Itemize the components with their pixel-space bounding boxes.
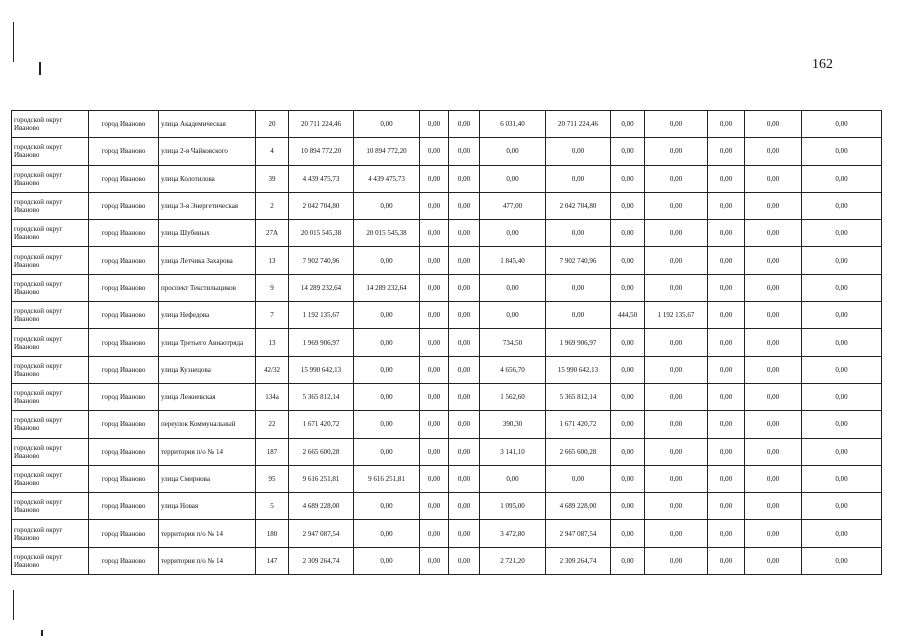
- value-cell-10: 0,00: [745, 411, 802, 438]
- value-cell-10: 0,00: [745, 383, 802, 410]
- table-row: [12, 493, 882, 520]
- value-cell-8: 0,00: [645, 165, 708, 192]
- table-row: [12, 220, 882, 247]
- value-cell-5: 477,00: [480, 192, 546, 219]
- value-cell-5: 6 031,40: [480, 111, 546, 138]
- value-cell-3: 0,00: [420, 547, 449, 574]
- value-cell-3: 0,00: [420, 302, 449, 329]
- value-cell-2: 9 616 251,81: [354, 465, 420, 492]
- value-cell-3: 0,00: [420, 165, 449, 192]
- value-cell-6: 0,00: [546, 274, 611, 301]
- municipality-cell: городской округ Иваново: [12, 329, 89, 356]
- value-cell-11: 0,00: [802, 411, 882, 438]
- value-cell-7: 0,00: [611, 383, 645, 410]
- value-cell-11: 0,00: [802, 192, 882, 219]
- value-cell-9: 0,00: [708, 383, 745, 410]
- scan-mark: [13, 590, 14, 620]
- value-cell-9: 0,00: [708, 520, 745, 547]
- value-cell-6: 4 689 228,00: [546, 493, 611, 520]
- value-cell-10: 0,00: [745, 111, 802, 138]
- municipality-cell: городской округ Иваново: [12, 111, 89, 138]
- house-number-cell: 39: [256, 165, 289, 192]
- value-cell-10: 0,00: [745, 493, 802, 520]
- value-cell-3: 0,00: [420, 274, 449, 301]
- value-cell-9: 0,00: [708, 138, 745, 165]
- value-cell-11: 0,00: [802, 465, 882, 492]
- municipality-cell: городской округ Иваново: [12, 547, 89, 574]
- table-row: [12, 329, 882, 356]
- value-cell-2: 0,00: [354, 356, 420, 383]
- value-cell-1: 1 671 420,72: [289, 411, 354, 438]
- value-cell-5: 0,00: [480, 302, 546, 329]
- value-cell-2: 0,00: [354, 383, 420, 410]
- value-cell-3: 0,00: [420, 111, 449, 138]
- value-cell-2: 0,00: [354, 547, 420, 574]
- value-cell-1: 2 947 087,54: [289, 520, 354, 547]
- table-row: [12, 138, 882, 165]
- value-cell-8: 0,00: [645, 192, 708, 219]
- value-cell-9: 0,00: [708, 247, 745, 274]
- value-cell-7: 0,00: [611, 192, 645, 219]
- table-row: [12, 465, 882, 492]
- value-cell-9: 0,00: [708, 165, 745, 192]
- value-cell-5: 734,50: [480, 329, 546, 356]
- street-cell: улица Колотилова: [159, 165, 256, 192]
- house-number-cell: 13: [256, 247, 289, 274]
- value-cell-2: 0,00: [354, 438, 420, 465]
- value-cell-1: 1 192 135,67: [289, 302, 354, 329]
- city-cell: город Иваново: [89, 165, 159, 192]
- value-cell-6: 1 671 420,72: [546, 411, 611, 438]
- value-cell-5: 0,00: [480, 138, 546, 165]
- value-cell-4: 0,00: [449, 302, 480, 329]
- city-cell: город Иваново: [89, 438, 159, 465]
- street-cell: улица Шубиных: [159, 220, 256, 247]
- street-cell: улица 2-я Чайковского: [159, 138, 256, 165]
- value-cell-11: 0,00: [802, 302, 882, 329]
- street-cell: улица Новая: [159, 493, 256, 520]
- municipality-cell: городской округ Иваново: [12, 138, 89, 165]
- value-cell-9: 0,00: [708, 220, 745, 247]
- house-number-cell: 27А: [256, 220, 289, 247]
- value-cell-2: 0,00: [354, 329, 420, 356]
- value-cell-8: 0,00: [645, 438, 708, 465]
- value-cell-7: 0,00: [611, 274, 645, 301]
- value-cell-7: 0,00: [611, 493, 645, 520]
- value-cell-5: 4 656,70: [480, 356, 546, 383]
- value-cell-1: 20 015 545,38: [289, 220, 354, 247]
- street-cell: территория п/о № 14: [159, 547, 256, 574]
- value-cell-2: 0,00: [354, 520, 420, 547]
- value-cell-4: 0,00: [449, 465, 480, 492]
- value-cell-8: 0,00: [645, 247, 708, 274]
- value-cell-5: 0,00: [480, 165, 546, 192]
- value-cell-9: 0,00: [708, 438, 745, 465]
- value-cell-4: 0,00: [449, 438, 480, 465]
- value-cell-1: 14 289 232,64: [289, 274, 354, 301]
- value-cell-6: 0,00: [546, 220, 611, 247]
- value-cell-1: 20 711 224,46: [289, 111, 354, 138]
- house-number-cell: 134а: [256, 383, 289, 410]
- value-cell-9: 0,00: [708, 465, 745, 492]
- value-cell-7: 0,00: [611, 547, 645, 574]
- value-cell-4: 0,00: [449, 411, 480, 438]
- table-row: [12, 247, 882, 274]
- value-cell-1: 2 309 264,74: [289, 547, 354, 574]
- value-cell-4: 0,00: [449, 493, 480, 520]
- house-number-cell: 180: [256, 520, 289, 547]
- value-cell-6: 1 969 906,97: [546, 329, 611, 356]
- city-cell: город Иваново: [89, 329, 159, 356]
- house-number-cell: 20: [256, 111, 289, 138]
- value-cell-8: 0,00: [645, 329, 708, 356]
- value-cell-8: 0,00: [645, 465, 708, 492]
- value-cell-6: 2 665 600,28: [546, 438, 611, 465]
- street-cell: улица Смирнова: [159, 465, 256, 492]
- street-cell: территория п/о № 14: [159, 520, 256, 547]
- value-cell-2: 0,00: [354, 192, 420, 219]
- value-cell-6: 0,00: [546, 302, 611, 329]
- value-cell-8: 0,00: [645, 383, 708, 410]
- value-cell-3: 0,00: [420, 465, 449, 492]
- value-cell-10: 0,00: [745, 520, 802, 547]
- municipality-cell: городской округ Иваново: [12, 520, 89, 547]
- value-cell-1: 2 665 600,28: [289, 438, 354, 465]
- value-cell-8: 0,00: [645, 138, 708, 165]
- value-cell-2: 0,00: [354, 111, 420, 138]
- value-cell-6: 2 947 087,54: [546, 520, 611, 547]
- city-cell: город Иваново: [89, 247, 159, 274]
- city-cell: город Иваново: [89, 493, 159, 520]
- value-cell-9: 0,00: [708, 411, 745, 438]
- value-cell-1: 1 969 906,97: [289, 329, 354, 356]
- house-number-cell: 22: [256, 411, 289, 438]
- value-cell-6: 2 309 264,74: [546, 547, 611, 574]
- house-number-cell: 42/32: [256, 356, 289, 383]
- value-cell-11: 0,00: [802, 329, 882, 356]
- value-cell-6: 5 365 812,14: [546, 383, 611, 410]
- value-cell-7: 0,00: [611, 220, 645, 247]
- value-cell-5: 390,30: [480, 411, 546, 438]
- house-number-cell: 5: [256, 493, 289, 520]
- value-cell-7: 0,00: [611, 111, 645, 138]
- page-number: 162: [812, 57, 833, 72]
- value-cell-9: 0,00: [708, 302, 745, 329]
- value-cell-3: 0,00: [420, 493, 449, 520]
- value-cell-1: 9 616 251,81: [289, 465, 354, 492]
- value-cell-4: 0,00: [449, 274, 480, 301]
- value-cell-2: 4 439 475,73: [354, 165, 420, 192]
- address-register-table: [11, 110, 882, 575]
- city-cell: город Иваново: [89, 356, 159, 383]
- value-cell-6: 0,00: [546, 165, 611, 192]
- street-cell: улица Летчика Захарова: [159, 247, 256, 274]
- value-cell-9: 0,00: [708, 547, 745, 574]
- city-cell: город Иваново: [89, 547, 159, 574]
- table-row: [12, 383, 882, 410]
- city-cell: город Иваново: [89, 111, 159, 138]
- city-cell: город Иваново: [89, 138, 159, 165]
- table-row: [12, 165, 882, 192]
- value-cell-4: 0,00: [449, 329, 480, 356]
- value-cell-6: 7 902 740,96: [546, 247, 611, 274]
- value-cell-11: 0,00: [802, 220, 882, 247]
- value-cell-1: 15 990 642,13: [289, 356, 354, 383]
- municipality-cell: городской округ Иваново: [12, 247, 89, 274]
- value-cell-3: 0,00: [420, 383, 449, 410]
- value-cell-11: 0,00: [802, 438, 882, 465]
- value-cell-8: 1 192 135,67: [645, 302, 708, 329]
- value-cell-11: 0,00: [802, 520, 882, 547]
- table-row: [12, 111, 882, 138]
- municipality-cell: городской округ Иваново: [12, 356, 89, 383]
- value-cell-2: 20 015 545,38: [354, 220, 420, 247]
- value-cell-7: 0,00: [611, 465, 645, 492]
- table-row: [12, 520, 882, 547]
- street-cell: территория п/о № 14: [159, 438, 256, 465]
- value-cell-4: 0,00: [449, 247, 480, 274]
- table-row: [12, 438, 882, 465]
- house-number-cell: 147: [256, 547, 289, 574]
- value-cell-1: 4 439 475,73: [289, 165, 354, 192]
- value-cell-10: 0,00: [745, 138, 802, 165]
- street-cell: улица Академическая: [159, 111, 256, 138]
- city-cell: город Иваново: [89, 192, 159, 219]
- value-cell-1: 4 689 228,00: [289, 493, 354, 520]
- value-cell-7: 0,00: [611, 138, 645, 165]
- value-cell-6: 0,00: [546, 465, 611, 492]
- city-cell: город Иваново: [89, 220, 159, 247]
- value-cell-8: 0,00: [645, 411, 708, 438]
- value-cell-4: 0,00: [449, 165, 480, 192]
- scan-mark: [13, 22, 14, 62]
- municipality-cell: городской округ Иваново: [12, 438, 89, 465]
- value-cell-5: 1 562,60: [480, 383, 546, 410]
- value-cell-3: 0,00: [420, 247, 449, 274]
- value-cell-9: 0,00: [708, 111, 745, 138]
- value-cell-5: 0,00: [480, 220, 546, 247]
- municipality-cell: городской округ Иваново: [12, 411, 89, 438]
- municipality-cell: городской округ Иваново: [12, 220, 89, 247]
- value-cell-9: 0,00: [708, 274, 745, 301]
- table-row: [12, 274, 882, 301]
- street-cell: проспект Текстильщиков: [159, 274, 256, 301]
- value-cell-6: 0,00: [546, 138, 611, 165]
- value-cell-4: 0,00: [449, 383, 480, 410]
- value-cell-3: 0,00: [420, 192, 449, 219]
- value-cell-6: 20 711 224,46: [546, 111, 611, 138]
- value-cell-8: 0,00: [645, 493, 708, 520]
- value-cell-5: 1 845,40: [480, 247, 546, 274]
- value-cell-7: 0,00: [611, 247, 645, 274]
- value-cell-11: 0,00: [802, 356, 882, 383]
- value-cell-7: 0,00: [611, 411, 645, 438]
- value-cell-8: 0,00: [645, 220, 708, 247]
- value-cell-2: 0,00: [354, 411, 420, 438]
- value-cell-6: 2 042 704,80: [546, 192, 611, 219]
- value-cell-9: 0,00: [708, 356, 745, 383]
- value-cell-10: 0,00: [745, 438, 802, 465]
- city-cell: город Иваново: [89, 520, 159, 547]
- table-row: [12, 302, 882, 329]
- city-cell: город Иваново: [89, 465, 159, 492]
- value-cell-3: 0,00: [420, 411, 449, 438]
- scan-mark: [41, 630, 43, 636]
- value-cell-11: 0,00: [802, 111, 882, 138]
- value-cell-10: 0,00: [745, 356, 802, 383]
- value-cell-3: 0,00: [420, 138, 449, 165]
- city-cell: город Иваново: [89, 274, 159, 301]
- value-cell-4: 0,00: [449, 192, 480, 219]
- value-cell-5: 3 472,80: [480, 520, 546, 547]
- value-cell-7: 0,00: [611, 438, 645, 465]
- municipality-cell: городской округ Иваново: [12, 493, 89, 520]
- value-cell-1: 5 365 812,14: [289, 383, 354, 410]
- value-cell-10: 0,00: [745, 220, 802, 247]
- street-cell: улица Третьего Авиаотряда: [159, 329, 256, 356]
- value-cell-10: 0,00: [745, 192, 802, 219]
- city-cell: город Иваново: [89, 383, 159, 410]
- street-cell: улица Кузнецова: [159, 356, 256, 383]
- value-cell-3: 0,00: [420, 356, 449, 383]
- value-cell-6: 15 990 642,13: [546, 356, 611, 383]
- city-cell: город Иваново: [89, 302, 159, 329]
- value-cell-10: 0,00: [745, 547, 802, 574]
- value-cell-11: 0,00: [802, 247, 882, 274]
- value-cell-8: 0,00: [645, 547, 708, 574]
- value-cell-1: 7 902 740,96: [289, 247, 354, 274]
- house-number-cell: 7: [256, 302, 289, 329]
- value-cell-4: 0,00: [449, 520, 480, 547]
- value-cell-7: 0,00: [611, 329, 645, 356]
- house-number-cell: 4: [256, 138, 289, 165]
- value-cell-10: 0,00: [745, 302, 802, 329]
- value-cell-2: 0,00: [354, 493, 420, 520]
- value-cell-7: 0,00: [611, 165, 645, 192]
- value-cell-11: 0,00: [802, 547, 882, 574]
- value-cell-1: 10 894 772,20: [289, 138, 354, 165]
- value-cell-2: 0,00: [354, 247, 420, 274]
- value-cell-8: 0,00: [645, 356, 708, 383]
- municipality-cell: городской округ Иваново: [12, 383, 89, 410]
- value-cell-8: 0,00: [645, 520, 708, 547]
- value-cell-11: 0,00: [802, 274, 882, 301]
- municipality-cell: городской округ Иваново: [12, 165, 89, 192]
- table-row: [12, 411, 882, 438]
- value-cell-2: 14 289 232,64: [354, 274, 420, 301]
- value-cell-8: 0,00: [645, 274, 708, 301]
- value-cell-11: 0,00: [802, 138, 882, 165]
- value-cell-2: 0,00: [354, 302, 420, 329]
- street-cell: улица Лежневская: [159, 383, 256, 410]
- value-cell-7: 0,00: [611, 356, 645, 383]
- value-cell-11: 0,00: [802, 493, 882, 520]
- value-cell-3: 0,00: [420, 329, 449, 356]
- value-cell-2: 10 894 772,20: [354, 138, 420, 165]
- value-cell-5: 2 721,20: [480, 547, 546, 574]
- value-cell-7: 444,50: [611, 302, 645, 329]
- table-row: [12, 192, 882, 219]
- value-cell-4: 0,00: [449, 547, 480, 574]
- value-cell-3: 0,00: [420, 220, 449, 247]
- scan-mark: [39, 62, 41, 75]
- street-cell: улица 3-я Энергетическая: [159, 192, 256, 219]
- house-number-cell: 187: [256, 438, 289, 465]
- house-number-cell: 9: [256, 274, 289, 301]
- value-cell-9: 0,00: [708, 329, 745, 356]
- value-cell-10: 0,00: [745, 465, 802, 492]
- table-row: [12, 356, 882, 383]
- house-number-cell: 95: [256, 465, 289, 492]
- value-cell-11: 0,00: [802, 383, 882, 410]
- municipality-cell: городской округ Иваново: [12, 465, 89, 492]
- value-cell-3: 0,00: [420, 438, 449, 465]
- value-cell-4: 0,00: [449, 138, 480, 165]
- value-cell-9: 0,00: [708, 192, 745, 219]
- municipality-cell: городской округ Иваново: [12, 192, 89, 219]
- value-cell-10: 0,00: [745, 329, 802, 356]
- value-cell-9: 0,00: [708, 493, 745, 520]
- value-cell-5: 1 095,00: [480, 493, 546, 520]
- value-cell-11: 0,00: [802, 165, 882, 192]
- value-cell-5: 3 141,10: [480, 438, 546, 465]
- value-cell-4: 0,00: [449, 356, 480, 383]
- house-number-cell: 2: [256, 192, 289, 219]
- value-cell-10: 0,00: [745, 165, 802, 192]
- value-cell-7: 0,00: [611, 520, 645, 547]
- municipality-cell: городской округ Иваново: [12, 274, 89, 301]
- street-cell: переулок Коммунальный: [159, 411, 256, 438]
- value-cell-4: 0,00: [449, 220, 480, 247]
- house-number-cell: 13: [256, 329, 289, 356]
- value-cell-5: 0,00: [480, 465, 546, 492]
- value-cell-10: 0,00: [745, 247, 802, 274]
- street-cell: улица Нефедова: [159, 302, 256, 329]
- value-cell-8: 0,00: [645, 111, 708, 138]
- table-row: [12, 547, 882, 574]
- city-cell: город Иваново: [89, 411, 159, 438]
- value-cell-10: 0,00: [745, 274, 802, 301]
- value-cell-5: 0,00: [480, 274, 546, 301]
- value-cell-1: 2 042 704,80: [289, 192, 354, 219]
- municipality-cell: городской округ Иваново: [12, 302, 89, 329]
- value-cell-3: 0,00: [420, 520, 449, 547]
- value-cell-4: 0,00: [449, 111, 480, 138]
